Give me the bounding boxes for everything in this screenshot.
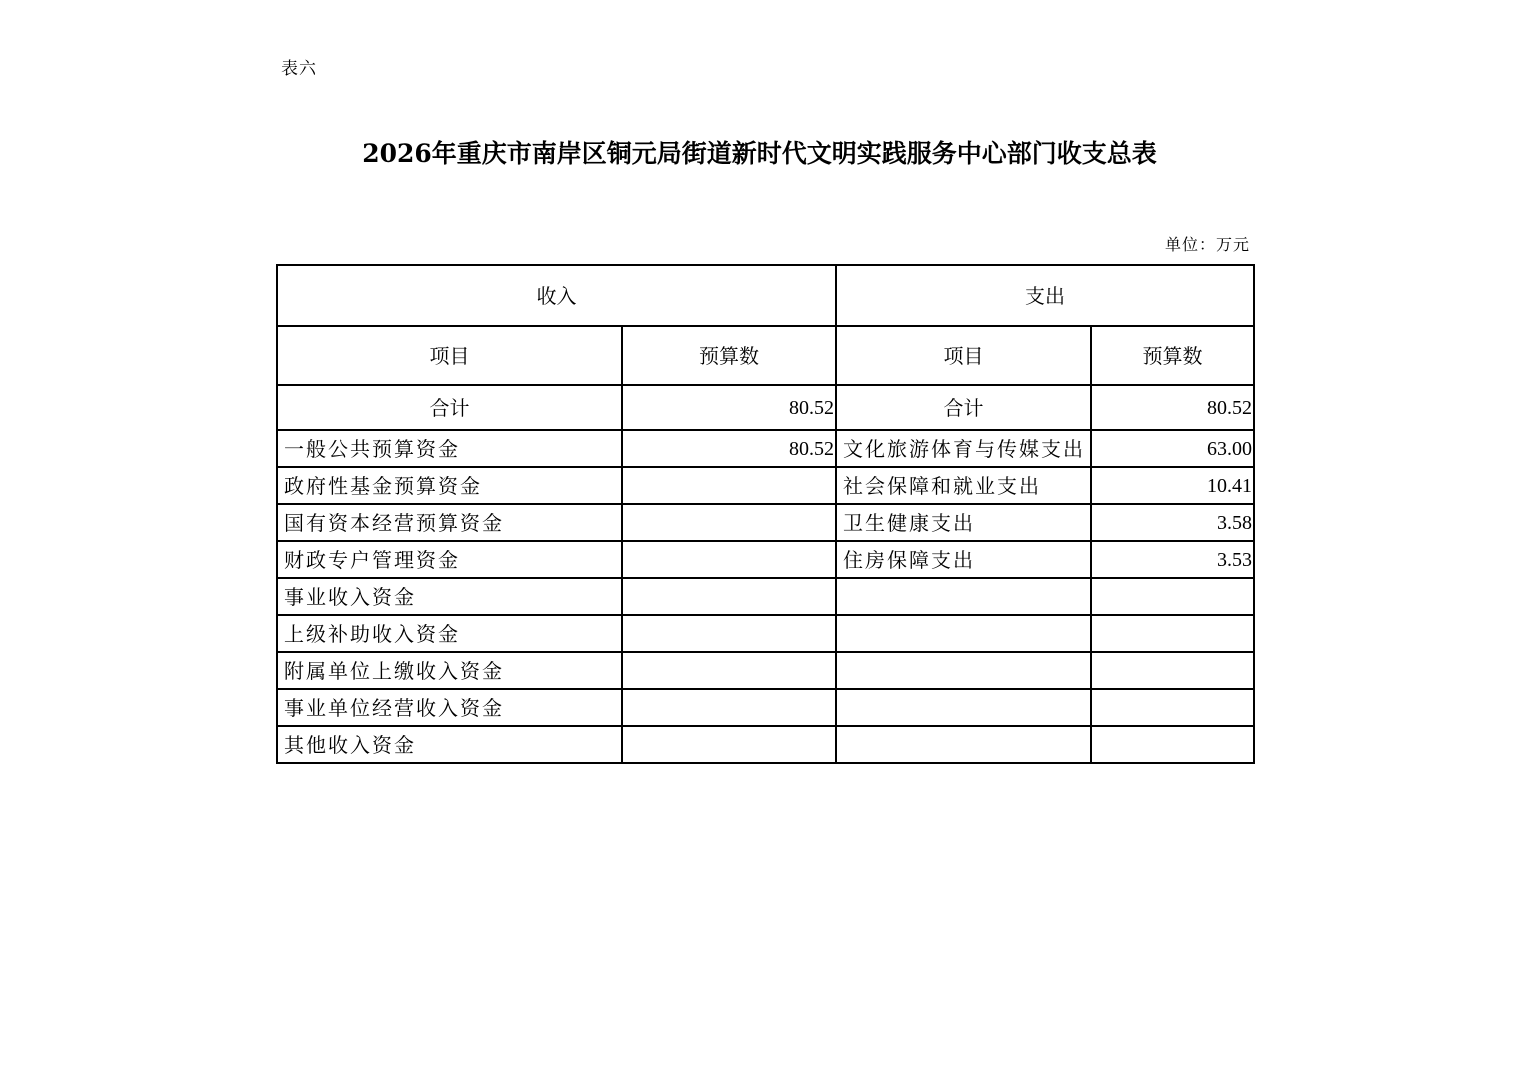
- expense-amount: [1091, 578, 1254, 615]
- table-row: [277, 689, 1254, 726]
- table-row: [277, 578, 1254, 615]
- income-amount: [622, 504, 836, 541]
- income-amount-header: 预算数: [622, 326, 836, 385]
- income-amount: [622, 652, 836, 689]
- table-row: [277, 504, 1254, 541]
- expense-amount-header: 预算数: [1091, 326, 1254, 385]
- income-amount: 80.52: [622, 430, 836, 467]
- expense-item: 住房保障支出: [836, 541, 1091, 578]
- expense-amount: [1091, 615, 1254, 652]
- income-amount: [622, 615, 836, 652]
- expense-amount: 3.53: [1091, 541, 1254, 578]
- income-item: 事业单位经营收入资金: [277, 689, 622, 726]
- expense-amount: [1091, 689, 1254, 726]
- expense-item: [836, 726, 1091, 763]
- income-item: 事业收入资金: [277, 578, 622, 615]
- expense-item: [836, 652, 1091, 689]
- income-item: 附属单位上缴收入资金: [277, 652, 622, 689]
- expense-total-label: 合计: [836, 385, 1091, 430]
- income-item: 财政专户管理资金: [277, 541, 622, 578]
- income-amount: [622, 541, 836, 578]
- income-total-amount: 80.52: [622, 385, 836, 430]
- expense-amount: [1091, 652, 1254, 689]
- income-item: 一般公共预算资金: [277, 430, 622, 467]
- table-row: [277, 726, 1254, 763]
- expense-item: [836, 578, 1091, 615]
- income-item: 其他收入资金: [277, 726, 622, 763]
- table-number: 表六: [281, 59, 317, 79]
- income-item: 政府性基金预算资金: [277, 467, 622, 504]
- budget-summary-table: [276, 264, 1255, 764]
- expense-amount: 10.41: [1091, 467, 1254, 504]
- income-item: 上级补助收入资金: [277, 615, 622, 652]
- expense-total-amount: 80.52: [1091, 385, 1254, 430]
- table-row: [277, 615, 1254, 652]
- header-row-top: [277, 265, 1254, 326]
- total-row: [277, 385, 1254, 430]
- income-amount: [622, 467, 836, 504]
- income-item: 国有资本经营预算资金: [277, 504, 622, 541]
- income-amount: [622, 726, 836, 763]
- header-row-sub: [277, 326, 1254, 385]
- expense-item: [836, 689, 1091, 726]
- expense-item-header: 项目: [836, 326, 1091, 385]
- table-row: [277, 652, 1254, 689]
- income-header: 收入: [277, 265, 836, 326]
- expense-item: 文化旅游体育与传媒支出: [836, 430, 1091, 467]
- table-row: [277, 430, 1254, 467]
- document-title: 2026年重庆市南岸区铜元局街道新时代文明实践服务中心部门收支总表: [362, 139, 1157, 168]
- expense-item: 卫生健康支出: [836, 504, 1091, 541]
- income-item-header: 项目: [277, 326, 622, 385]
- income-total-label: 合计: [277, 385, 622, 430]
- expense-amount: 3.58: [1091, 504, 1254, 541]
- expense-amount: 63.00: [1091, 430, 1254, 467]
- expense-amount: [1091, 726, 1254, 763]
- table-row: [277, 541, 1254, 578]
- income-amount: [622, 578, 836, 615]
- expense-header: 支出: [836, 265, 1254, 326]
- expense-item: 社会保障和就业支出: [836, 467, 1091, 504]
- expense-item: [836, 615, 1091, 652]
- table-row: [277, 467, 1254, 504]
- income-amount: [622, 689, 836, 726]
- unit-label: 单位：万元: [1164, 235, 1250, 254]
